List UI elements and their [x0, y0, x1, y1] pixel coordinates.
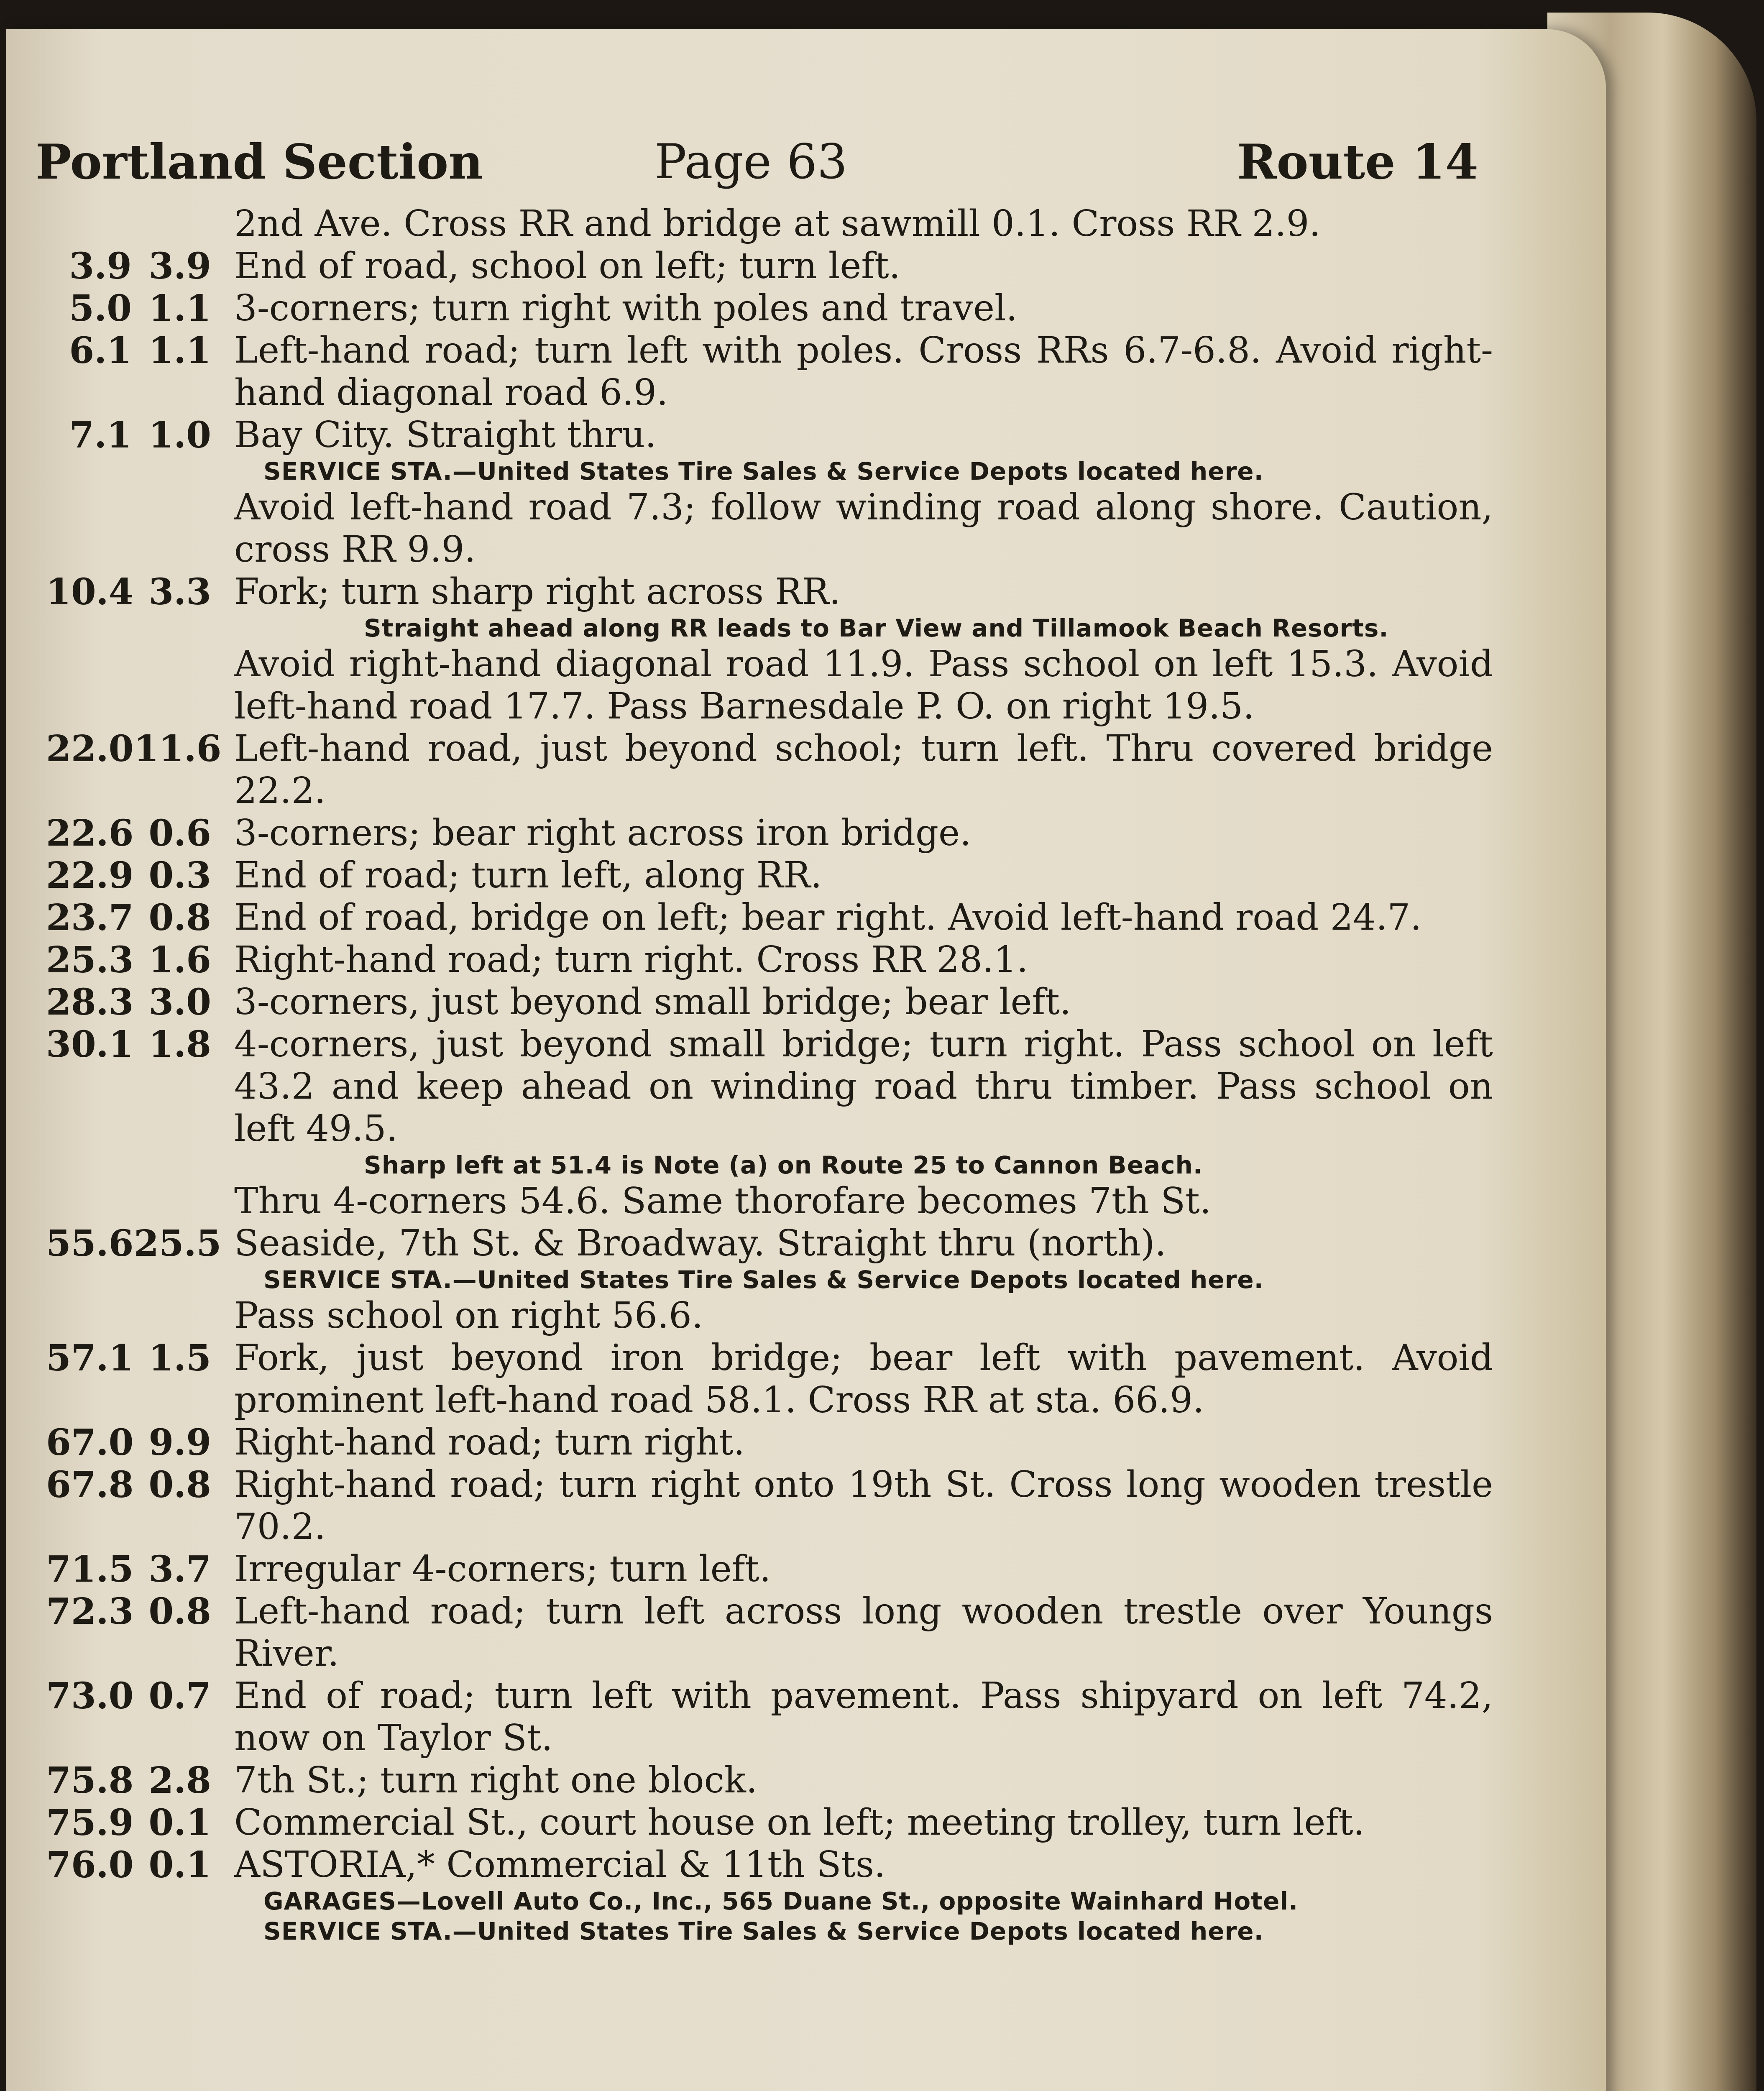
direction-entry — [46, 728, 1493, 812]
direction-entry — [46, 854, 1493, 897]
total-mileage: 22.9 — [46, 854, 134, 897]
section-title: Portland Section — [36, 134, 483, 190]
direction-entry — [46, 330, 1493, 414]
total-mileage: 76.0 — [46, 1844, 134, 1886]
total-mileage: 55.6 — [46, 1222, 134, 1265]
direction-text: Commercial St., court house on left; meeting trolley, turn left. — [234, 1802, 1365, 1843]
direction-entry — [46, 1759, 1493, 1802]
direction-text: Avoid right-hand diagonal road 11.9. Pass school on left 15.3. Avoid left-hand road 17.7. Pass Barnesdale P. O. on right 19.5. — [234, 643, 1493, 727]
segment-distance: 11.6 — [134, 728, 222, 770]
segment-distance: 9.9 — [148, 1421, 211, 1464]
total-mileage: 5.0 — [69, 287, 132, 330]
direction-entry — [46, 1675, 1493, 1759]
direction-text: Right-hand road; turn right. Cross RR 28.1. — [234, 939, 1028, 981]
total-mileage: 67.0 — [46, 1421, 134, 1464]
direction-entry — [46, 1590, 1493, 1675]
direction-entry — [46, 414, 1493, 456]
route-side-note: Straight ahead along RR leads to Bar View and Tillamook Beach Resorts. — [364, 614, 1389, 642]
direction-entry — [46, 1337, 1493, 1421]
direction-entry — [46, 1802, 1493, 1844]
service-station-note: SERVICE STA.—United States Tire Sales & Service Depots located here. — [263, 1917, 1264, 1945]
total-mileage: 3.9 — [69, 245, 132, 287]
direction-entry — [46, 1295, 1493, 1337]
total-mileage: 22.0 — [46, 728, 134, 770]
direction-entry — [46, 1023, 1493, 1150]
segment-distance: 0.7 — [148, 1675, 211, 1717]
total-mileage: 7.1 — [69, 414, 132, 456]
direction-text: End of road, bridge on left; bear right. Avoid left-hand road 24.7. — [234, 897, 1422, 938]
route-side-note: Sharp left at 51.4 is Note (a) on Route 25 to Cannon Beach. — [364, 1151, 1203, 1179]
direction-text: Right-hand road; turn right. — [234, 1421, 745, 1463]
total-mileage: 23.7 — [46, 897, 134, 939]
direction-text: 4-corners, just beyond small bridge; turn right. Pass school on left 43.2 and keep ahead on winding road thru timber. Pass school on left 49.5. — [234, 1023, 1493, 1150]
direction-entry — [46, 1421, 1493, 1464]
direction-text: Thru 4-corners 54.6. Same thorofare becomes 7th St. — [234, 1180, 1212, 1222]
total-mileage: 75.8 — [46, 1759, 134, 1802]
total-mileage: 73.0 — [46, 1675, 134, 1717]
total-mileage: 6.1 — [69, 330, 132, 372]
direction-text: 3-corners; bear right across iron bridge. — [234, 812, 971, 854]
segment-distance: 0.8 — [148, 897, 211, 939]
direction-text: ASTORIA,* Commercial & 11th Sts. — [234, 1844, 886, 1886]
direction-entry — [46, 571, 1493, 613]
segment-distance: 3.0 — [148, 981, 211, 1023]
direction-text: 3-corners, just beyond small bridge; bear left. — [234, 981, 1071, 1023]
direction-entry — [46, 939, 1493, 981]
segment-distance: 0.3 — [148, 854, 211, 897]
total-mileage: 67.8 — [46, 1464, 134, 1506]
total-mileage: 71.5 — [46, 1548, 134, 1590]
direction-entry — [46, 287, 1493, 330]
segment-distance: 3.3 — [148, 571, 211, 613]
direction-text: End of road; turn left with pavement. Pass shipyard on left 74.2, now on Taylor St. — [234, 1675, 1493, 1759]
direction-entry — [46, 897, 1493, 939]
direction-entry — [46, 1180, 1493, 1222]
direction-text: End of road, school on left; turn left. — [234, 245, 900, 287]
page-number: Page 63 — [654, 134, 848, 189]
segment-distance: 0.6 — [148, 812, 211, 854]
direction-text: Left-hand road; turn left with poles. Cross RRs 6.7-6.8. Avoid right-hand diagonal road 6.9. — [234, 330, 1493, 414]
segment-distance: 1.8 — [148, 1023, 211, 1066]
direction-entry — [46, 1548, 1493, 1590]
direction-entry — [46, 812, 1493, 854]
direction-text: End of road; turn left, along RR. — [234, 854, 822, 896]
route-directions — [46, 203, 1493, 1946]
book-page — [6, 29, 1606, 2091]
segment-distance: 1.1 — [148, 287, 211, 330]
direction-entry — [46, 1844, 1493, 1886]
direction-text: Bay City. Straight thru. — [234, 414, 657, 456]
segment-distance: 0.8 — [148, 1464, 211, 1506]
direction-entry — [46, 1464, 1493, 1548]
segment-distance: 3.7 — [148, 1548, 211, 1590]
segment-distance: 0.1 — [148, 1802, 211, 1844]
segment-distance: 0.8 — [148, 1590, 211, 1633]
direction-text: 2nd Ave. Cross RR and bridge at sawmill 0.1. Cross RR 2.9. — [234, 203, 1321, 245]
total-mileage: 10.4 — [46, 571, 134, 613]
service-station-note: SERVICE STA.—United States Tire Sales & Service Depots located here. — [263, 457, 1264, 486]
direction-text: Avoid left-hand road 7.3; follow winding road along shore. Caution, cross RR 9.9. — [234, 486, 1493, 570]
direction-text: 7th St.; turn right one block. — [234, 1759, 758, 1801]
direction-text: Right-hand road; turn right onto 19th St. Cross long wooden trestle 70.2. — [234, 1464, 1493, 1548]
total-mileage: 57.1 — [46, 1337, 134, 1379]
total-mileage: 75.9 — [46, 1802, 134, 1844]
direction-text: Seaside, 7th St. & Broadway. Straight thru (north). — [234, 1222, 1166, 1264]
direction-entry — [46, 203, 1493, 245]
segment-distance: 25.5 — [134, 1222, 222, 1265]
segment-distance: 1.0 — [148, 414, 211, 456]
direction-text: Fork; turn sharp right across RR. — [234, 571, 841, 613]
direction-entry — [46, 486, 1493, 571]
direction-text: Pass school on right 56.6. — [234, 1295, 703, 1337]
direction-text: Fork, just beyond iron bridge; bear left with pavement. Avoid prominent left-hand road 58.1. Cross RR at sta. 66.9. — [234, 1337, 1493, 1421]
total-mileage: 28.3 — [46, 981, 134, 1023]
direction-entry — [46, 643, 1493, 728]
segment-distance: 1.1 — [148, 330, 211, 372]
segment-distance: 1.5 — [148, 1337, 211, 1379]
segment-distance: 3.9 — [148, 245, 211, 287]
direction-text: Irregular 4-corners; turn left. — [234, 1548, 771, 1590]
page-header — [36, 134, 1478, 197]
direction-entry — [46, 245, 1493, 287]
segment-distance: 0.1 — [148, 1844, 211, 1886]
direction-text: Left-hand road; turn left across long wooden trestle over Youngs River. — [234, 1590, 1493, 1674]
segment-distance: 2.8 — [148, 1759, 211, 1802]
segment-distance: 1.6 — [148, 939, 211, 981]
service-station-note: GARAGES—Lovell Auto Co., Inc., 565 Duane St., opposite Wainhard Hotel. — [263, 1887, 1299, 1915]
route-label: Route 14 — [1237, 134, 1478, 190]
total-mileage: 25.3 — [46, 939, 134, 981]
direction-text: 3-corners; turn right with poles and travel. — [234, 287, 1017, 329]
total-mileage: 30.1 — [46, 1023, 134, 1066]
direction-entry — [46, 981, 1493, 1023]
direction-text: Left-hand road, just beyond school; turn left. Thru covered bridge 22.2. — [234, 728, 1493, 812]
total-mileage: 72.3 — [46, 1590, 134, 1633]
direction-entry — [46, 1222, 1493, 1265]
service-station-note: SERVICE STA.—United States Tire Sales & Service Depots located here. — [263, 1265, 1264, 1294]
total-mileage: 22.6 — [46, 812, 134, 854]
